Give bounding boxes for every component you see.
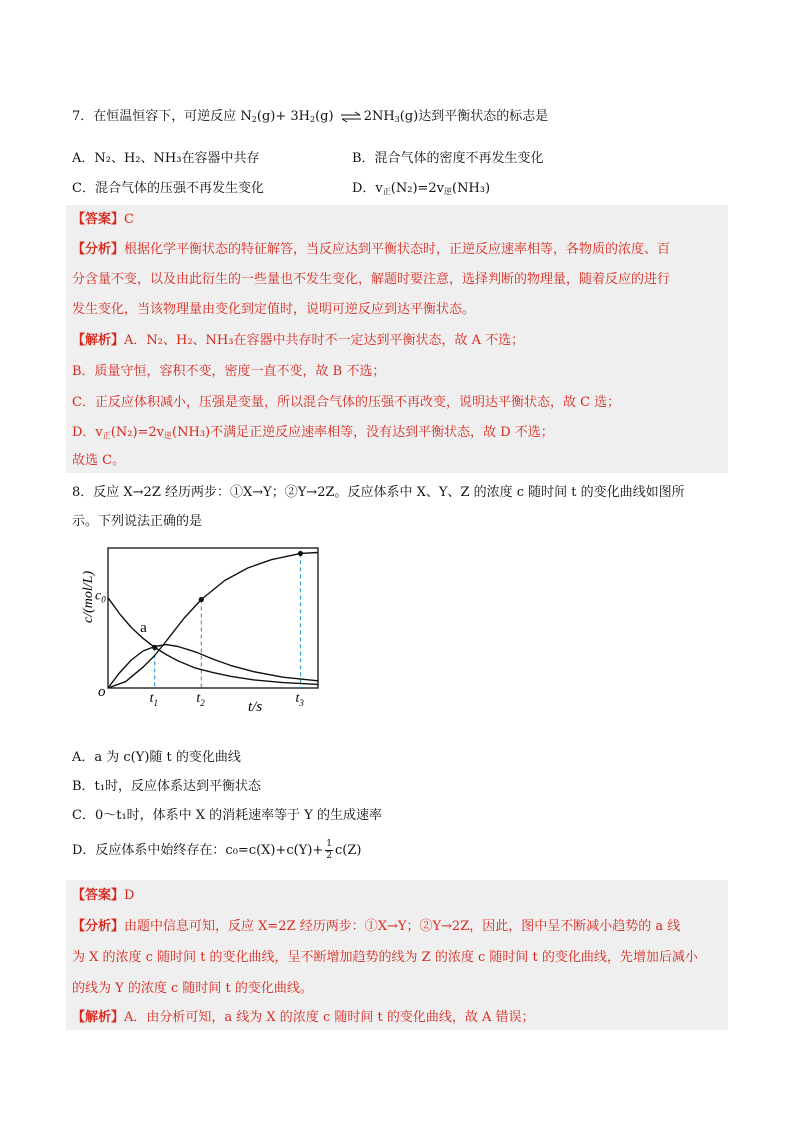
q8-option-a: A．a 为 c(Y)随 t 的变化曲线 bbox=[72, 750, 241, 765]
q7-solution-a: 【解析】A．N₂、H₂、NH₃在容器中共存时不一定达到平衡状态，故 A 不选； bbox=[72, 333, 525, 348]
q7-option-c: C．混合气体的压强不再发生变化 bbox=[72, 181, 264, 196]
q8-option-c: C．0～t₁时，体系中 X 的消耗速率等于 Y 的生成速率 bbox=[72, 808, 383, 823]
q8-option-d: D．反应体系中始终存在：c₀=c(X)+c(Y)+ $\frac{1}{2}$ c(Z) bbox=[72, 839, 362, 861]
q7-solution-c: C．正反应体积减小，压强是变量，所以混合气体的压强不再改变，说明达平衡状态，故 C 选； bbox=[72, 395, 621, 410]
q7-answer-box bbox=[66, 205, 728, 473]
x-axis-label: t/s bbox=[248, 699, 263, 715]
q8-option-b: B．t₁时，反应体系达到平衡状态 bbox=[72, 779, 261, 794]
q7-option-d: D．$v_正(N_2)=2v_逆(NH_3)$ bbox=[352, 181, 491, 196]
data-point-1 bbox=[152, 645, 157, 650]
data-point-2 bbox=[199, 597, 204, 602]
origin-label: o bbox=[98, 684, 106, 700]
q8-analysis-line-3: 的线为 Y 的浓度 c 随时间 t 的变化曲线。 bbox=[72, 981, 313, 996]
q8-stem-line-1: 8．反应 X→2Z 经历两步：①X→Y；②Y→2Z。反应体系中 X、Y、Z 的浓度 c 随时间 t 的变化曲线如图所 bbox=[72, 485, 685, 500]
series-line-a bbox=[108, 598, 318, 685]
x-tick-sub-2: 2 bbox=[200, 698, 205, 708]
q7-conclusion: 故选 C。 bbox=[72, 453, 126, 468]
q8-analysis-line-2: 为 X 的浓度 c 随时间 t 的变化曲线，呈不断增加趋势的线为 Z 的浓度 c 随时间 t 的变化曲线，先增加后减小 bbox=[72, 950, 698, 965]
y-tick-c0-sub: 0 bbox=[101, 594, 106, 605]
q8-answer-box bbox=[66, 880, 728, 1030]
x-tick-sub-3: 3 bbox=[299, 698, 304, 708]
q8-analysis-line-1: 【分析】由题中信息可知，反应 X=2Z 经历两步：①X→Y；②Y→2Z，因此，图中呈不断减小趋势的 a 线 bbox=[72, 919, 681, 934]
q8-stem-line-2: 示。下列说法正确的是 bbox=[72, 514, 203, 529]
q7-analysis-line-3: 发生变化，当该物理量由变化到定值时，说明可逆反应到达平衡状态。 bbox=[72, 302, 476, 317]
q7-option-a: A．N₂、H₂、NH₃在容器中共存 bbox=[72, 151, 260, 166]
x-tick-3: $t_3$ bbox=[295, 691, 304, 708]
series-line-Y bbox=[108, 645, 318, 688]
q7-option-b: B．混合气体的密度不再发生变化 bbox=[352, 151, 544, 166]
series-label-a: a bbox=[140, 620, 147, 636]
x-tick-1: $t_1$ bbox=[149, 691, 159, 708]
q7-stem: 7．在恒温恒容下，可逆反应 $N_2(g)+ 3H_2(g)$ $2NH_3(g)$达到平衡状态的标志是 bbox=[72, 109, 549, 124]
q8-answer: 【答案】D bbox=[72, 888, 135, 903]
concentration-time-chart bbox=[81, 538, 338, 716]
data-point-3 bbox=[298, 551, 303, 556]
q7-answer: 【答案】C bbox=[72, 212, 134, 227]
equilibrium-arrow-icon bbox=[340, 112, 362, 122]
q7-solution-b: B．质量守恒，容积不变，密度一直不变，故 B 不选； bbox=[72, 364, 386, 379]
q7-analysis-line-1: 【分析】根据化学平衡状态的特征解答，当反应达到平衡状态时，正逆反应速率相等，各物质的浓度、百 bbox=[72, 242, 671, 257]
plot-frame bbox=[108, 548, 318, 688]
y-axis-label: c/(mol/L) bbox=[81, 570, 96, 623]
one-half-fraction: $\frac{1}{2}$ bbox=[326, 839, 333, 861]
x-tick-2: $t_2$ bbox=[196, 691, 205, 708]
q7-solution-d: D．$v_正(N_2)=2v_逆(NH_3)$不满足正逆反应速率相等，没有达到平衡状态，故 D 不选； bbox=[72, 425, 554, 440]
y-tick-c0: $c_0$ bbox=[95, 588, 106, 605]
q7-analysis-line-2: 分含量不变，以及由此衍生的一些量也不发生变化，解题时要注意，选择判断的物理量，随着反应的进行 bbox=[72, 272, 671, 287]
x-tick-sub-1: 1 bbox=[153, 698, 159, 708]
q8-solution-a: 【解析】A．由分析可知，a 线为 X 的浓度 c 随时间 t 的变化曲线，故 A 错误； bbox=[72, 1010, 535, 1025]
